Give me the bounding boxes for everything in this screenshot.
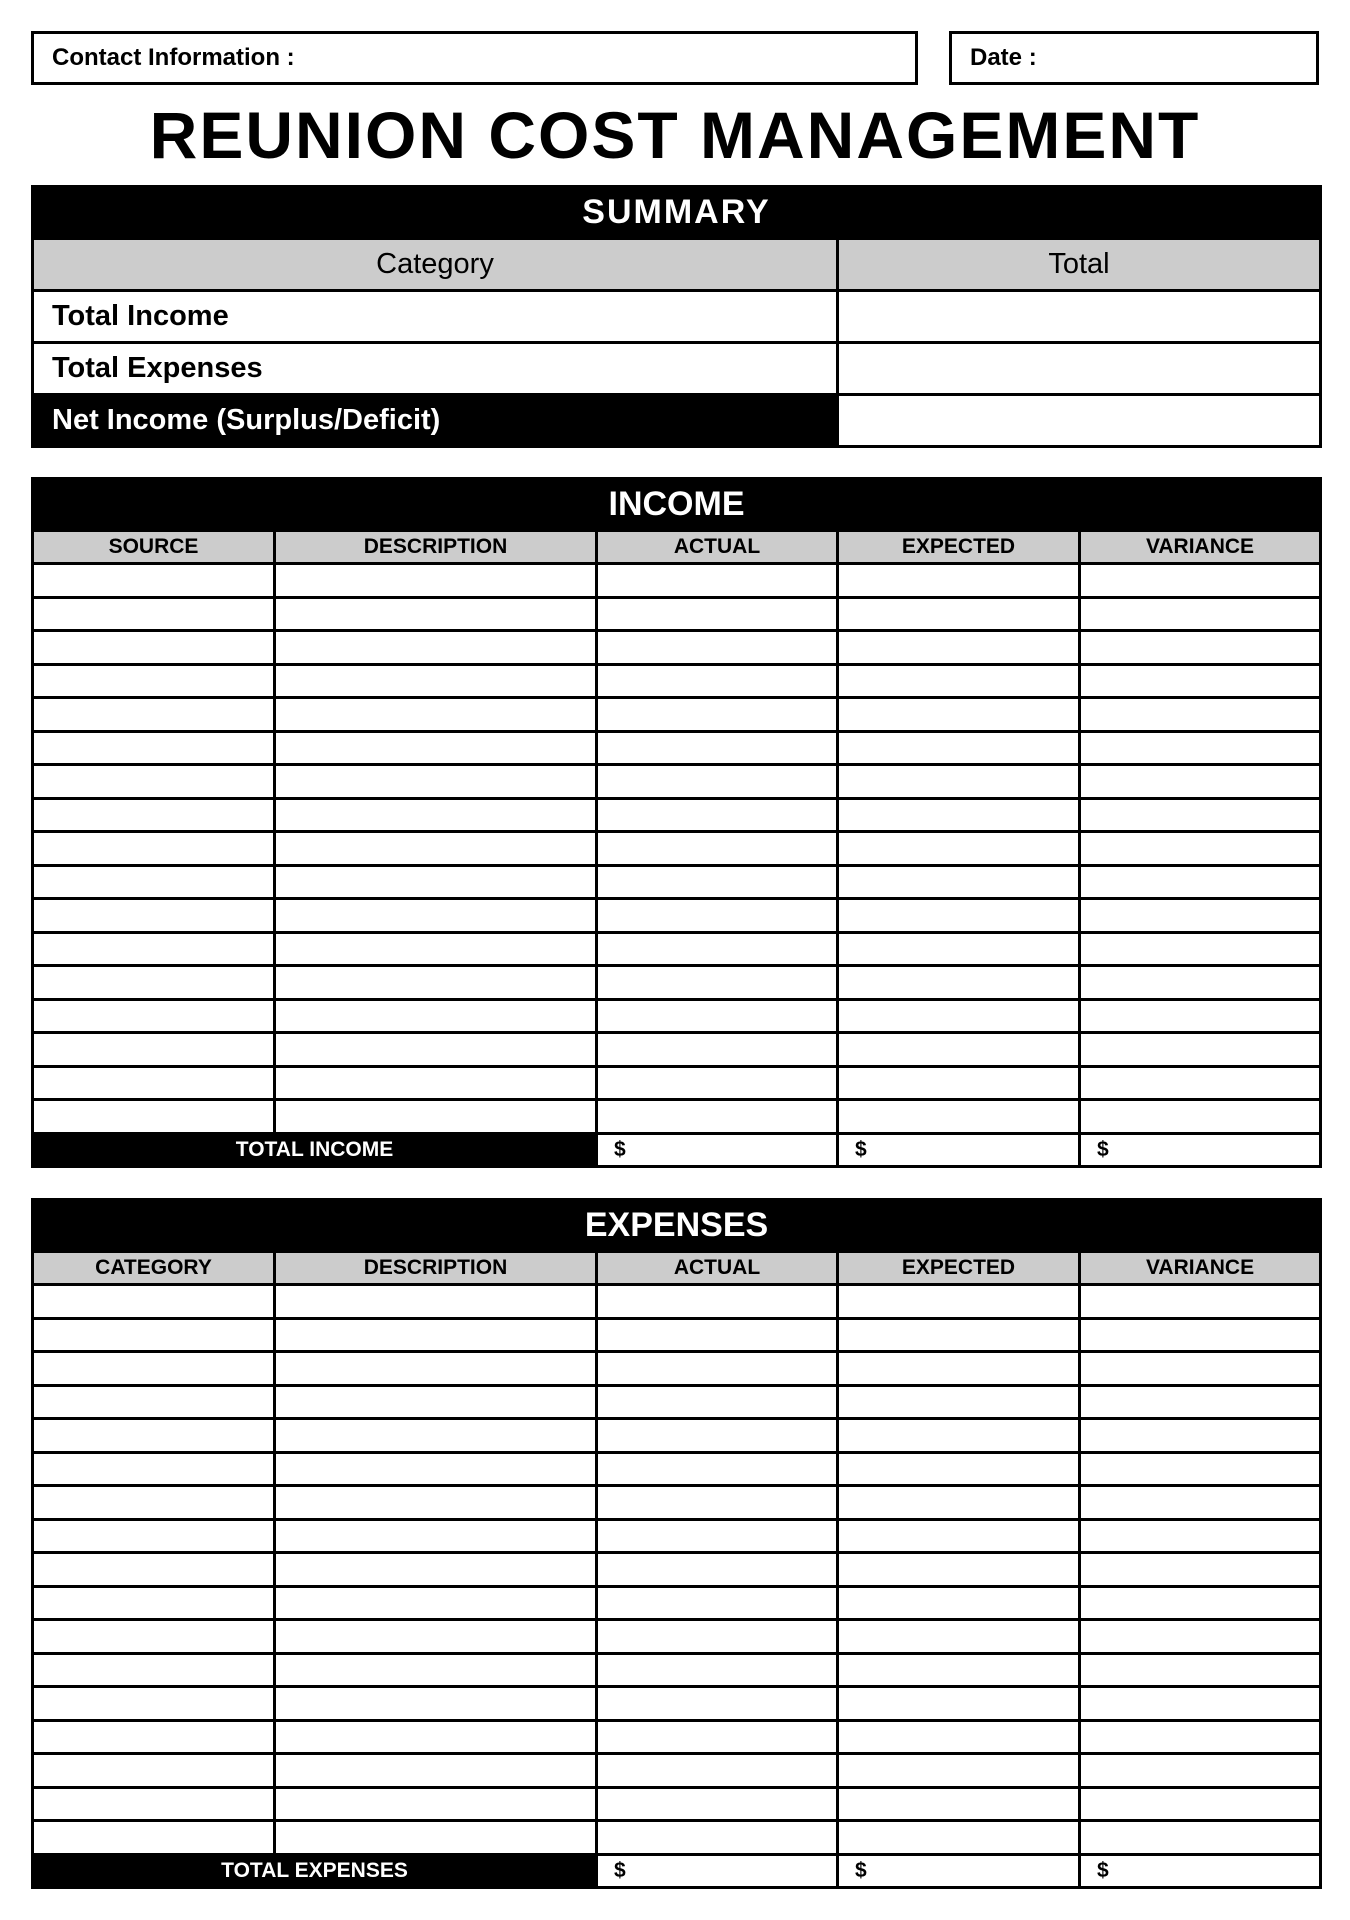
income-total-row bbox=[33, 1133, 1321, 1166]
income-entry-row bbox=[33, 664, 1321, 698]
expenses-description-cell[interactable] bbox=[275, 1285, 597, 1319]
expenses-variance-cell[interactable] bbox=[1080, 1553, 1321, 1587]
income-description-cell[interactable] bbox=[275, 1100, 597, 1134]
income-description-cell[interactable] bbox=[275, 698, 597, 732]
expenses-source-or-category-cell[interactable] bbox=[33, 1385, 275, 1419]
expenses-expected-cell[interactable] bbox=[838, 1419, 1080, 1453]
expenses-source-or-category-cell[interactable] bbox=[33, 1452, 275, 1486]
expenses-table bbox=[31, 1198, 1322, 1889]
expenses-actual-cell[interactable] bbox=[597, 1821, 838, 1855]
expenses-col-actual: ACTUAL bbox=[597, 1252, 838, 1285]
income-source-or-category-cell[interactable] bbox=[33, 564, 275, 598]
expenses-col-variance: VARIANCE bbox=[1080, 1252, 1321, 1285]
income-expected-cell[interactable] bbox=[838, 597, 1080, 631]
income-expected-cell[interactable] bbox=[838, 1033, 1080, 1067]
expenses-expected-cell[interactable] bbox=[838, 1787, 1080, 1821]
expenses-source-or-category-cell[interactable] bbox=[33, 1285, 275, 1319]
income-variance-cell[interactable] bbox=[1080, 664, 1321, 698]
expenses-actual-cell[interactable] bbox=[597, 1385, 838, 1419]
income-variance-cell[interactable] bbox=[1080, 832, 1321, 866]
expenses-description-cell[interactable] bbox=[275, 1720, 597, 1754]
expenses-source-or-category-cell[interactable] bbox=[33, 1486, 275, 1520]
expenses-variance-cell[interactable] bbox=[1080, 1318, 1321, 1352]
expenses-actual-cell[interactable] bbox=[597, 1687, 838, 1721]
income-entry-row bbox=[33, 899, 1321, 933]
expenses-source-or-category-cell[interactable] bbox=[33, 1787, 275, 1821]
expenses-variance-cell[interactable] bbox=[1080, 1486, 1321, 1520]
expenses-expected-cell[interactable] bbox=[838, 1452, 1080, 1486]
expenses-entry-row bbox=[33, 1620, 1321, 1654]
income-actual-cell[interactable] bbox=[597, 966, 838, 1000]
income-variance-cell[interactable] bbox=[1080, 999, 1321, 1033]
expenses-description-cell[interactable] bbox=[275, 1787, 597, 1821]
summary-row-net-income bbox=[33, 395, 1321, 447]
expenses-source-or-category-cell[interactable] bbox=[33, 1653, 275, 1687]
summary-net-income-value[interactable] bbox=[838, 395, 1321, 447]
income-description-cell[interactable] bbox=[275, 999, 597, 1033]
expenses-source-or-category-cell[interactable] bbox=[33, 1687, 275, 1721]
income-description-cell[interactable] bbox=[275, 1033, 597, 1067]
income-source-or-category-cell[interactable] bbox=[33, 1033, 275, 1067]
expenses-description-cell[interactable] bbox=[275, 1586, 597, 1620]
expenses-description-cell[interactable] bbox=[275, 1687, 597, 1721]
summary-total-expenses-value[interactable] bbox=[838, 343, 1321, 395]
contact-information-field[interactable] bbox=[31, 31, 918, 85]
expenses-col-category: CATEGORY bbox=[33, 1252, 275, 1285]
expenses-actual-cell[interactable] bbox=[597, 1486, 838, 1520]
income-source-or-category-cell[interactable] bbox=[33, 698, 275, 732]
expenses-actual-cell[interactable] bbox=[597, 1318, 838, 1352]
income-variance-cell[interactable] bbox=[1080, 698, 1321, 732]
expenses-expected-cell[interactable] bbox=[838, 1553, 1080, 1587]
income-source-or-category-cell[interactable] bbox=[33, 1066, 275, 1100]
expenses-total-row bbox=[33, 1854, 1321, 1887]
income-entry-row bbox=[33, 731, 1321, 765]
expenses-entry-row bbox=[33, 1352, 1321, 1386]
expenses-actual-cell[interactable] bbox=[597, 1586, 838, 1620]
income-col-description: DESCRIPTION bbox=[275, 531, 597, 564]
date-field[interactable] bbox=[949, 31, 1319, 85]
income-expected-cell[interactable] bbox=[838, 765, 1080, 799]
income-expected-cell[interactable] bbox=[838, 999, 1080, 1033]
income-col-source: SOURCE bbox=[33, 531, 275, 564]
expenses-actual-cell[interactable] bbox=[597, 1285, 838, 1319]
expenses-source-or-category-cell[interactable] bbox=[33, 1352, 275, 1386]
income-expected-cell[interactable] bbox=[838, 1100, 1080, 1134]
expenses-variance-cell[interactable] bbox=[1080, 1687, 1321, 1721]
income-source-or-category-cell[interactable] bbox=[33, 765, 275, 799]
income-description-cell[interactable] bbox=[275, 731, 597, 765]
income-variance-cell[interactable] bbox=[1080, 899, 1321, 933]
summary-label: Net Income (Surplus/Deficit) bbox=[33, 395, 838, 447]
income-expected-cell[interactable] bbox=[838, 865, 1080, 899]
total-income-actual-cell[interactable]: $ bbox=[597, 1133, 838, 1166]
income-source-or-category-cell[interactable] bbox=[33, 966, 275, 1000]
expenses-expected-cell[interactable] bbox=[838, 1318, 1080, 1352]
expenses-expected-cell[interactable] bbox=[838, 1586, 1080, 1620]
summary-heading: SUMMARY bbox=[33, 187, 1321, 239]
income-source-or-category-cell[interactable] bbox=[33, 865, 275, 899]
expenses-expected-cell[interactable] bbox=[838, 1821, 1080, 1855]
expenses-variance-cell[interactable] bbox=[1080, 1821, 1321, 1855]
summary-label: Total Income bbox=[33, 291, 838, 343]
income-entry-row bbox=[33, 999, 1321, 1033]
income-entry-row bbox=[33, 1100, 1321, 1134]
expenses-source-or-category-cell[interactable] bbox=[33, 1620, 275, 1654]
income-description-cell[interactable] bbox=[275, 932, 597, 966]
expenses-entry-row bbox=[33, 1486, 1321, 1520]
expenses-actual-cell[interactable] bbox=[597, 1519, 838, 1553]
total-income-variance-cell[interactable]: $ bbox=[1080, 1133, 1321, 1166]
expenses-description-cell[interactable] bbox=[275, 1486, 597, 1520]
expenses-source-or-category-cell[interactable] bbox=[33, 1553, 275, 1587]
expenses-variance-cell[interactable] bbox=[1080, 1754, 1321, 1788]
expenses-expected-cell[interactable] bbox=[838, 1519, 1080, 1553]
income-entry-row bbox=[33, 832, 1321, 866]
expenses-expected-cell[interactable] bbox=[838, 1486, 1080, 1520]
income-col-expected: EXPECTED bbox=[838, 531, 1080, 564]
income-entry-row bbox=[33, 865, 1321, 899]
expenses-expected-cell[interactable] bbox=[838, 1352, 1080, 1386]
income-source-or-category-cell[interactable] bbox=[33, 999, 275, 1033]
expenses-entry-row bbox=[33, 1419, 1321, 1453]
expenses-description-cell[interactable] bbox=[275, 1553, 597, 1587]
income-actual-cell[interactable] bbox=[597, 1066, 838, 1100]
income-expected-cell[interactable] bbox=[838, 1066, 1080, 1100]
total-income-expected-cell[interactable]: $ bbox=[838, 1133, 1080, 1166]
income-entry-row bbox=[33, 966, 1321, 1000]
income-variance-cell[interactable] bbox=[1080, 1066, 1321, 1100]
expenses-expected-cell[interactable] bbox=[838, 1754, 1080, 1788]
expenses-source-or-category-cell[interactable] bbox=[33, 1419, 275, 1453]
income-description-cell[interactable] bbox=[275, 1066, 597, 1100]
expenses-actual-cell[interactable] bbox=[597, 1419, 838, 1453]
expenses-source-or-category-cell[interactable] bbox=[33, 1754, 275, 1788]
expenses-expected-cell[interactable] bbox=[838, 1620, 1080, 1654]
income-expected-cell[interactable] bbox=[838, 899, 1080, 933]
expenses-entry-row bbox=[33, 1385, 1321, 1419]
income-entry-row bbox=[33, 564, 1321, 598]
expenses-expected-cell[interactable] bbox=[838, 1285, 1080, 1319]
expenses-variance-cell[interactable] bbox=[1080, 1285, 1321, 1319]
expenses-description-cell[interactable] bbox=[275, 1452, 597, 1486]
expenses-variance-cell[interactable] bbox=[1080, 1352, 1321, 1386]
income-source-or-category-cell[interactable] bbox=[33, 832, 275, 866]
expenses-entry-row bbox=[33, 1285, 1321, 1319]
income-entry-row bbox=[33, 1033, 1321, 1067]
expenses-source-or-category-cell[interactable] bbox=[33, 1586, 275, 1620]
expenses-actual-cell[interactable] bbox=[597, 1720, 838, 1754]
income-actual-cell[interactable] bbox=[597, 765, 838, 799]
income-variance-cell[interactable] bbox=[1080, 765, 1321, 799]
income-variance-cell[interactable] bbox=[1080, 631, 1321, 665]
expenses-description-cell[interactable] bbox=[275, 1754, 597, 1788]
income-actual-cell[interactable] bbox=[597, 631, 838, 665]
income-actual-cell[interactable] bbox=[597, 1033, 838, 1067]
income-col-variance: VARIANCE bbox=[1080, 531, 1321, 564]
income-entry-row bbox=[33, 765, 1321, 799]
income-description-cell[interactable] bbox=[275, 798, 597, 832]
total-expenses-expected-cell[interactable]: $ bbox=[838, 1854, 1080, 1887]
expenses-variance-cell[interactable] bbox=[1080, 1452, 1321, 1486]
income-variance-cell[interactable] bbox=[1080, 731, 1321, 765]
income-description-cell[interactable] bbox=[275, 564, 597, 598]
expenses-variance-cell[interactable] bbox=[1080, 1586, 1321, 1620]
income-expected-cell[interactable] bbox=[838, 731, 1080, 765]
income-expected-cell[interactable] bbox=[838, 832, 1080, 866]
income-entry-row bbox=[33, 932, 1321, 966]
expenses-entry-row bbox=[33, 1821, 1321, 1855]
expenses-expected-cell[interactable] bbox=[838, 1720, 1080, 1754]
total-expenses-label: TOTAL EXPENSES bbox=[33, 1854, 597, 1887]
expenses-heading: EXPENSES bbox=[33, 1200, 1321, 1252]
expenses-actual-cell[interactable] bbox=[597, 1620, 838, 1654]
expenses-actual-cell[interactable] bbox=[597, 1653, 838, 1687]
income-entry-row bbox=[33, 798, 1321, 832]
expenses-variance-cell[interactable] bbox=[1080, 1419, 1321, 1453]
expenses-actual-cell[interactable] bbox=[597, 1787, 838, 1821]
expenses-expected-cell[interactable] bbox=[838, 1653, 1080, 1687]
expenses-entry-row bbox=[33, 1318, 1321, 1352]
expenses-expected-cell[interactable] bbox=[838, 1687, 1080, 1721]
expenses-description-cell[interactable] bbox=[275, 1352, 597, 1386]
income-variance-cell[interactable] bbox=[1080, 932, 1321, 966]
expenses-variance-cell[interactable] bbox=[1080, 1620, 1321, 1654]
income-variance-cell[interactable] bbox=[1080, 1100, 1321, 1134]
summary-table bbox=[31, 185, 1322, 448]
expenses-variance-cell[interactable] bbox=[1080, 1787, 1321, 1821]
income-actual-cell[interactable] bbox=[597, 899, 838, 933]
income-source-or-category-cell[interactable] bbox=[33, 731, 275, 765]
expenses-variance-cell[interactable] bbox=[1080, 1720, 1321, 1754]
expenses-actual-cell[interactable] bbox=[597, 1553, 838, 1587]
income-actual-cell[interactable] bbox=[597, 832, 838, 866]
income-description-cell[interactable] bbox=[275, 597, 597, 631]
expenses-entry-row bbox=[33, 1553, 1321, 1587]
income-variance-cell[interactable] bbox=[1080, 798, 1321, 832]
income-source-or-category-cell[interactable] bbox=[33, 899, 275, 933]
income-actual-cell[interactable] bbox=[597, 664, 838, 698]
expenses-description-cell[interactable] bbox=[275, 1318, 597, 1352]
expenses-variance-cell[interactable] bbox=[1080, 1653, 1321, 1687]
income-actual-cell[interactable] bbox=[597, 865, 838, 899]
expenses-variance-cell[interactable] bbox=[1080, 1519, 1321, 1553]
total-income-label: TOTAL INCOME bbox=[33, 1133, 597, 1166]
expenses-description-cell[interactable] bbox=[275, 1385, 597, 1419]
income-description-cell[interactable] bbox=[275, 899, 597, 933]
summary-label: Total Expenses bbox=[33, 343, 838, 395]
summary-row-total-expenses bbox=[33, 343, 1321, 395]
income-source-or-category-cell[interactable] bbox=[33, 932, 275, 966]
income-description-cell[interactable] bbox=[275, 832, 597, 866]
expenses-col-description: DESCRIPTION bbox=[275, 1252, 597, 1285]
income-actual-cell[interactable] bbox=[597, 798, 838, 832]
income-expected-cell[interactable] bbox=[838, 698, 1080, 732]
expenses-variance-cell[interactable] bbox=[1080, 1385, 1321, 1419]
income-description-cell[interactable] bbox=[275, 631, 597, 665]
income-expected-cell[interactable] bbox=[838, 798, 1080, 832]
income-source-or-category-cell[interactable] bbox=[33, 631, 275, 665]
income-entry-row bbox=[33, 597, 1321, 631]
summary-row-total-income bbox=[33, 291, 1321, 343]
income-heading: INCOME bbox=[33, 479, 1321, 531]
income-expected-cell[interactable] bbox=[838, 564, 1080, 598]
income-variance-cell[interactable] bbox=[1080, 966, 1321, 1000]
income-expected-cell[interactable] bbox=[838, 966, 1080, 1000]
total-expenses-actual-cell[interactable]: $ bbox=[597, 1854, 838, 1887]
income-actual-cell[interactable] bbox=[597, 731, 838, 765]
income-entry-row bbox=[33, 1066, 1321, 1100]
total-expenses-variance-cell[interactable]: $ bbox=[1080, 1854, 1321, 1887]
income-variance-cell[interactable] bbox=[1080, 865, 1321, 899]
expenses-entry-row bbox=[33, 1787, 1321, 1821]
income-expected-cell[interactable] bbox=[838, 932, 1080, 966]
expenses-expected-cell[interactable] bbox=[838, 1385, 1080, 1419]
income-description-cell[interactable] bbox=[275, 765, 597, 799]
contact-information-label: Contact Information : bbox=[52, 44, 295, 71]
income-actual-cell[interactable] bbox=[597, 999, 838, 1033]
income-variance-cell[interactable] bbox=[1080, 1033, 1321, 1067]
expenses-source-or-category-cell[interactable] bbox=[33, 1318, 275, 1352]
summary-col-total: Total bbox=[838, 239, 1321, 291]
expenses-description-cell[interactable] bbox=[275, 1821, 597, 1855]
expenses-description-cell[interactable] bbox=[275, 1620, 597, 1654]
expenses-entry-row bbox=[33, 1586, 1321, 1620]
expenses-entry-row bbox=[33, 1687, 1321, 1721]
expenses-description-cell[interactable] bbox=[275, 1519, 597, 1553]
expenses-entry-row bbox=[33, 1720, 1321, 1754]
expenses-entry-row bbox=[33, 1754, 1321, 1788]
income-source-or-category-cell[interactable] bbox=[33, 1100, 275, 1134]
summary-total-income-value[interactable] bbox=[838, 291, 1321, 343]
expenses-col-expected: EXPECTED bbox=[838, 1252, 1080, 1285]
income-entry-row bbox=[33, 631, 1321, 665]
income-actual-cell[interactable] bbox=[597, 597, 838, 631]
income-variance-cell[interactable] bbox=[1080, 597, 1321, 631]
expenses-description-cell[interactable] bbox=[275, 1419, 597, 1453]
income-variance-cell[interactable] bbox=[1080, 564, 1321, 598]
income-actual-cell[interactable] bbox=[597, 1100, 838, 1134]
income-source-or-category-cell[interactable] bbox=[33, 664, 275, 698]
expenses-source-or-category-cell[interactable] bbox=[33, 1720, 275, 1754]
expenses-description-cell[interactable] bbox=[275, 1653, 597, 1687]
expenses-actual-cell[interactable] bbox=[597, 1754, 838, 1788]
income-description-cell[interactable] bbox=[275, 865, 597, 899]
income-description-cell[interactable] bbox=[275, 664, 597, 698]
date-label: Date : bbox=[970, 44, 1037, 71]
income-source-or-category-cell[interactable] bbox=[33, 597, 275, 631]
expenses-source-or-category-cell[interactable] bbox=[33, 1821, 275, 1855]
expenses-entry-row bbox=[33, 1519, 1321, 1553]
income-table bbox=[31, 477, 1322, 1168]
income-actual-cell[interactable] bbox=[597, 932, 838, 966]
expenses-entry-row bbox=[33, 1452, 1321, 1486]
income-expected-cell[interactable] bbox=[838, 631, 1080, 665]
page-title: REUNION COST MANAGEMENT bbox=[149, 98, 1201, 172]
income-description-cell[interactable] bbox=[275, 966, 597, 1000]
income-col-actual: ACTUAL bbox=[597, 531, 838, 564]
expenses-source-or-category-cell[interactable] bbox=[33, 1519, 275, 1553]
income-expected-cell[interactable] bbox=[838, 664, 1080, 698]
expenses-actual-cell[interactable] bbox=[597, 1352, 838, 1386]
income-entry-row bbox=[33, 698, 1321, 732]
income-actual-cell[interactable] bbox=[597, 698, 838, 732]
income-actual-cell[interactable] bbox=[597, 564, 838, 598]
summary-col-category: Category bbox=[33, 239, 838, 291]
income-source-or-category-cell[interactable] bbox=[33, 798, 275, 832]
expenses-actual-cell[interactable] bbox=[597, 1452, 838, 1486]
expenses-entry-row bbox=[33, 1653, 1321, 1687]
